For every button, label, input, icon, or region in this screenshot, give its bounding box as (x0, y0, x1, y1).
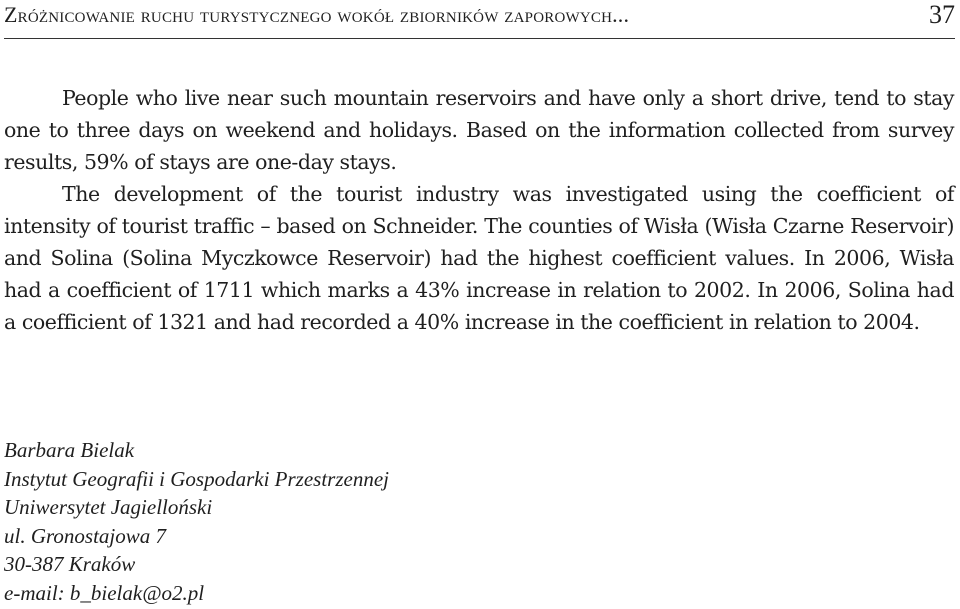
author-city: 30-387 Kraków (4, 552, 136, 576)
author-address-block (4, 436, 389, 607)
page-header (4, 0, 955, 39)
author-name: Barbara Bielak (4, 438, 135, 462)
author-institute: Instytut Geografii i Gospodarki Przestrzennej (4, 466, 389, 491)
body-text (4, 82, 954, 338)
page-number: 37 (929, 0, 955, 29)
author-street: ul. Gronostajowa 7 (4, 523, 166, 548)
running-title: Zróżnicowanie ruchu turystycznego wokół zbiorników zaporowych... (4, 2, 630, 27)
paragraph-reservoir-stays: People who live near such mountain reservoirs and have only a short drive, tend to stay one to three days on weekend and holidays. Based on the information collected from survey results, 59% of stays are one-day stays. (4, 86, 954, 174)
author-university: Uniwersytet Jagielloński (4, 495, 213, 519)
paragraph-tourist-intensity: The development of the tourist industry was investigated using the coefficient of intensity of tourist traffic – based on Schneider. The counties of Wisła (Wisła Czarne Reservoir) and Solina (Solina Myczkowce Reservoir) had the highest coefficient values. In 2006, Wisła had a coefficient of 1711 which marks a 43% increase in relation to 2002. In 2006, Solina had a coefficient of 1321 and had recorded a 40% increase in the coefficient in relation to 2004. (4, 182, 954, 334)
author-email: e-mail: b_bielak@o2.pl (4, 580, 205, 605)
